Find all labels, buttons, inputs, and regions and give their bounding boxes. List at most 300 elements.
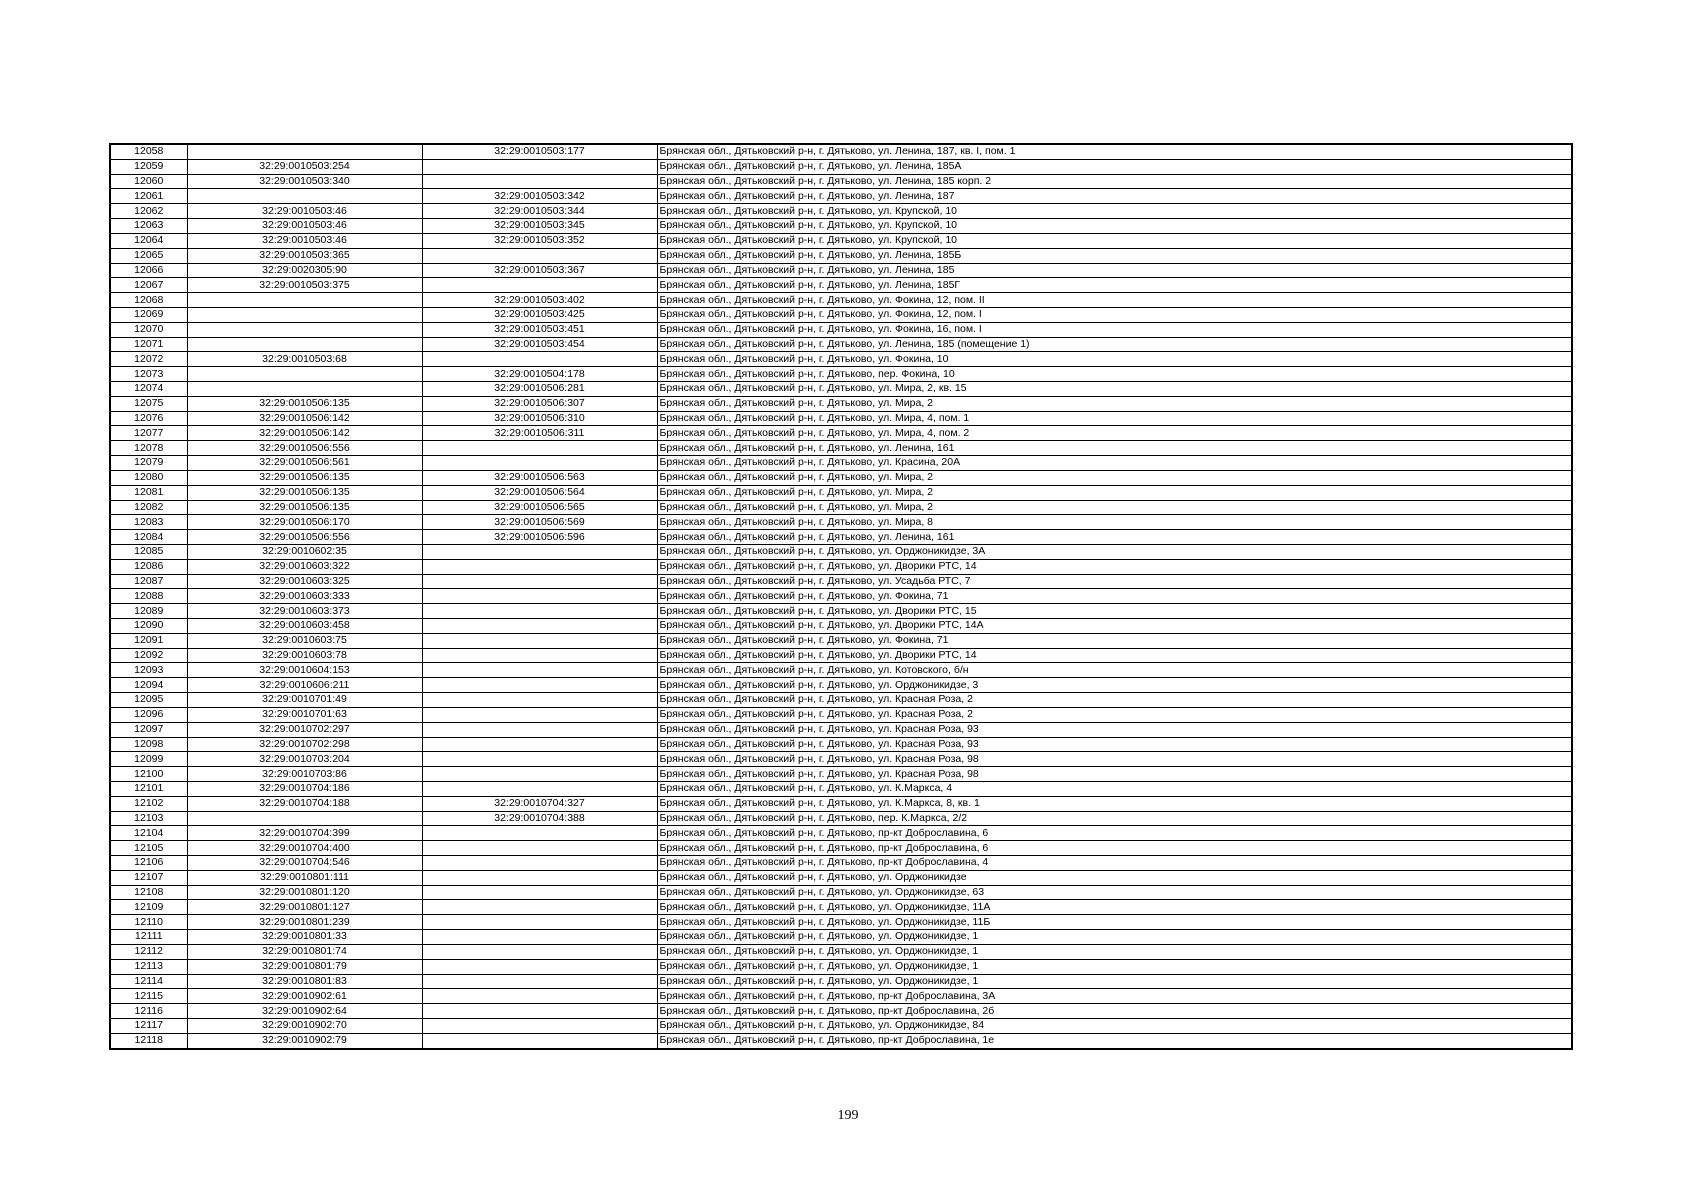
- object-cadastral-number-cell: [422, 1033, 657, 1048]
- cadastral-number-cell: 32:29:0010704:546: [187, 856, 422, 871]
- cadastral-number-cell: 32:29:0010602:35: [187, 544, 422, 559]
- cadastral-number-cell: 32:29:0010902:61: [187, 989, 422, 1004]
- row-number-cell: 12113: [110, 959, 187, 974]
- table-row: [110, 826, 1572, 841]
- address-cell: Брянская обл., Дятьковский р-н, г. Дятьково, ул. Орджоникидзе: [657, 870, 1572, 885]
- object-cadastral-number-cell: [422, 604, 657, 619]
- table-row: [110, 678, 1572, 693]
- cadastral-number-cell: 32:29:0010603:78: [187, 648, 422, 663]
- cadastral-number-cell: 32:29:0010704:399: [187, 826, 422, 841]
- cadastral-number-cell: 32:29:0010704:186: [187, 781, 422, 796]
- address-cell: Брянская обл., Дятьковский р-н, г. Дятьково, ул. Крупской, 10: [657, 233, 1572, 248]
- cadastral-number-cell: 32:29:0010603:333: [187, 589, 422, 604]
- row-number-cell: 12116: [110, 1004, 187, 1019]
- object-cadastral-number-cell: 32:29:0010506:596: [422, 530, 657, 545]
- object-cadastral-number-cell: [422, 856, 657, 871]
- address-cell: Брянская обл., Дятьковский р-н, г. Дятьково, ул. Красная Роза, 98: [657, 752, 1572, 767]
- cadastral-number-cell: 32:29:0010603:325: [187, 574, 422, 589]
- table-row: [110, 1004, 1572, 1019]
- object-cadastral-number-cell: 32:29:0010506:281: [422, 382, 657, 397]
- table-row: [110, 159, 1572, 174]
- object-cadastral-number-cell: [422, 693, 657, 708]
- address-cell: Брянская обл., Дятьковский р-н, г. Дятьково, пр-кт Доброславина, 6: [657, 841, 1572, 856]
- table-row: [110, 1018, 1572, 1033]
- table-row: [110, 485, 1572, 500]
- object-cadastral-number-cell: 32:29:0010506:564: [422, 485, 657, 500]
- table-row: [110, 500, 1572, 515]
- table-row: [110, 604, 1572, 619]
- object-cadastral-number-cell: [422, 752, 657, 767]
- object-cadastral-number-cell: 32:29:0010503:402: [422, 293, 657, 308]
- table-row: [110, 278, 1572, 293]
- object-cadastral-number-cell: [422, 589, 657, 604]
- table-row: [110, 233, 1572, 248]
- address-cell: Брянская обл., Дятьковский р-н, г. Дятьково, ул. Орджоникидзе, 1: [657, 974, 1572, 989]
- table-row: [110, 811, 1572, 826]
- row-number-cell: 12061: [110, 189, 187, 204]
- row-number-cell: 12088: [110, 589, 187, 604]
- registry-table-body: [110, 144, 1572, 1049]
- cadastral-number-cell: 32:29:0010702:298: [187, 737, 422, 752]
- address-cell: Брянская обл., Дятьковский р-н, г. Дятьково, ул. Фокина, 16, пом. I: [657, 322, 1572, 337]
- cadastral-number-cell: 32:29:0010506:556: [187, 530, 422, 545]
- cadastral-number-cell: 32:29:0010704:400: [187, 841, 422, 856]
- table-row: [110, 426, 1572, 441]
- row-number-cell: 12114: [110, 974, 187, 989]
- address-cell: Брянская обл., Дятьковский р-н, г. Дятьково, пр-кт Доброславина, 6: [657, 826, 1572, 841]
- cadastral-number-cell: 32:29:0010503:375: [187, 278, 422, 293]
- table-row: [110, 322, 1572, 337]
- table-row: [110, 619, 1572, 634]
- object-cadastral-number-cell: [422, 159, 657, 174]
- table-row: [110, 767, 1572, 782]
- row-number-cell: 12087: [110, 574, 187, 589]
- cadastral-number-cell: 32:29:0010801:239: [187, 915, 422, 930]
- address-cell: Брянская обл., Дятьковский р-н, г. Дятьково, ул. Орджоникидзе, 3А: [657, 544, 1572, 559]
- table-row: [110, 219, 1572, 234]
- address-cell: Брянская обл., Дятьковский р-н, г. Дятьково, ул. Орджоникидзе, 63: [657, 885, 1572, 900]
- cadastral-number-cell: 32:29:0010506:142: [187, 426, 422, 441]
- object-cadastral-number-cell: [422, 559, 657, 574]
- object-cadastral-number-cell: [422, 826, 657, 841]
- object-cadastral-number-cell: 32:29:0010704:327: [422, 796, 657, 811]
- object-cadastral-number-cell: 32:29:0010503:345: [422, 219, 657, 234]
- table-row: [110, 189, 1572, 204]
- address-cell: Брянская обл., Дятьковский р-н, г. Дятьково, ул. Орджоникидзе, 11А: [657, 900, 1572, 915]
- cadastral-number-cell: 32:29:0010503:365: [187, 248, 422, 263]
- address-cell: Брянская обл., Дятьковский р-н, г. Дятьково, ул. Красина, 20А: [657, 456, 1572, 471]
- table-row: [110, 337, 1572, 352]
- object-cadastral-number-cell: 32:29:0010503:451: [422, 322, 657, 337]
- table-row: [110, 574, 1572, 589]
- cadastral-number-cell: 32:29:0010506:135: [187, 500, 422, 515]
- object-cadastral-number-cell: 32:29:0010506:569: [422, 515, 657, 530]
- table-row: [110, 930, 1572, 945]
- object-cadastral-number-cell: [422, 930, 657, 945]
- row-number-cell: 12077: [110, 426, 187, 441]
- row-number-cell: 12065: [110, 248, 187, 263]
- table-row: [110, 307, 1572, 322]
- object-cadastral-number-cell: 32:29:0010503:177: [422, 144, 657, 159]
- cadastral-number-cell: 32:29:0010503:68: [187, 352, 422, 367]
- row-number-cell: 12092: [110, 648, 187, 663]
- cadastral-number-cell: 32:29:0010703:204: [187, 752, 422, 767]
- address-cell: Брянская обл., Дятьковский р-н, г. Дятьково, ул. Фокина, 12, пом. I: [657, 307, 1572, 322]
- object-cadastral-number-cell: [422, 885, 657, 900]
- address-cell: Брянская обл., Дятьковский р-н, г. Дятьково, ул. К.Маркса, 4: [657, 781, 1572, 796]
- address-cell: Брянская обл., Дятьковский р-н, г. Дятьково, ул. Ленина, 161: [657, 441, 1572, 456]
- row-number-cell: 12101: [110, 781, 187, 796]
- cadastral-number-cell: 32:29:0010701:49: [187, 693, 422, 708]
- table-row: [110, 544, 1572, 559]
- cadastral-number-cell: 32:29:0010801:111: [187, 870, 422, 885]
- address-cell: Брянская обл., Дятьковский р-н, г. Дятьково, пр-кт Доброславина, 2б: [657, 1004, 1572, 1019]
- object-cadastral-number-cell: [422, 1018, 657, 1033]
- address-cell: Брянская обл., Дятьковский р-н, г. Дятьково, пер. Фокина, 10: [657, 367, 1572, 382]
- object-cadastral-number-cell: [422, 767, 657, 782]
- row-number-cell: 12096: [110, 707, 187, 722]
- row-number-cell: 12068: [110, 293, 187, 308]
- row-number-cell: 12075: [110, 396, 187, 411]
- table-row: [110, 944, 1572, 959]
- cadastral-number-cell: 32:29:0010603:373: [187, 604, 422, 619]
- table-row: [110, 174, 1572, 189]
- row-number-cell: 12093: [110, 663, 187, 678]
- object-cadastral-number-cell: [422, 248, 657, 263]
- address-cell: Брянская обл., Дятьковский р-н, г. Дятьково, ул. Красная Роза, 93: [657, 722, 1572, 737]
- object-cadastral-number-cell: [422, 900, 657, 915]
- address-cell: Брянская обл., Дятьковский р-н, г. Дятьково, ул. Ленина, 185Г: [657, 278, 1572, 293]
- address-cell: Брянская обл., Дятьковский р-н, г. Дятьково, ул. Красная Роза, 2: [657, 707, 1572, 722]
- object-cadastral-number-cell: [422, 707, 657, 722]
- object-cadastral-number-cell: 32:29:0010704:388: [422, 811, 657, 826]
- address-cell: Брянская обл., Дятьковский р-н, г. Дятьково, ул. Ленина, 161: [657, 530, 1572, 545]
- cadastral-number-cell: 32:29:0010603:458: [187, 619, 422, 634]
- row-number-cell: 12062: [110, 204, 187, 219]
- object-cadastral-number-cell: [422, 737, 657, 752]
- address-cell: Брянская обл., Дятьковский р-н, г. Дятьково, ул. Мира, 2: [657, 396, 1572, 411]
- address-cell: Брянская обл., Дятьковский р-н, г. Дятьково, ул. Мира, 4, пом. 2: [657, 426, 1572, 441]
- object-cadastral-number-cell: [422, 663, 657, 678]
- row-number-cell: 12080: [110, 470, 187, 485]
- table-row: [110, 752, 1572, 767]
- address-cell: Брянская обл., Дятьковский р-н, г. Дятьково, ул. Фокина, 12, пом. II: [657, 293, 1572, 308]
- cadastral-number-cell: 32:29:0010503:340: [187, 174, 422, 189]
- row-number-cell: 12084: [110, 530, 187, 545]
- object-cadastral-number-cell: [422, 678, 657, 693]
- table-row: [110, 974, 1572, 989]
- table-row: [110, 707, 1572, 722]
- cadastral-number-cell: 32:29:0010704:188: [187, 796, 422, 811]
- table-row: [110, 781, 1572, 796]
- address-cell: Брянская обл., Дятьковский р-н, г. Дятьково, ул. Фокина, 71: [657, 589, 1572, 604]
- address-cell: Брянская обл., Дятьковский р-н, г. Дятьково, ул. К.Маркса, 8, кв. 1: [657, 796, 1572, 811]
- cadastral-number-cell: [187, 307, 422, 322]
- page-number: 199: [837, 1108, 859, 1123]
- object-cadastral-number-cell: [422, 974, 657, 989]
- object-cadastral-number-cell: [422, 959, 657, 974]
- object-cadastral-number-cell: 32:29:0010503:367: [422, 263, 657, 278]
- row-number-cell: 12071: [110, 337, 187, 352]
- table-row: [110, 989, 1572, 1004]
- row-number-cell: 12100: [110, 767, 187, 782]
- object-cadastral-number-cell: 32:29:0010506:565: [422, 500, 657, 515]
- address-cell: Брянская обл., Дятьковский р-н, г. Дятьково, ул. Орджоникидзе, 1: [657, 944, 1572, 959]
- table-row: [110, 841, 1572, 856]
- cadastral-number-cell: 32:29:0010801:120: [187, 885, 422, 900]
- address-cell: Брянская обл., Дятьковский р-н, г. Дятьково, ул. Орджоникидзе, 11Б: [657, 915, 1572, 930]
- cadastral-number-cell: 32:29:0010503:46: [187, 219, 422, 234]
- row-number-cell: 12067: [110, 278, 187, 293]
- cadastral-number-cell: [187, 382, 422, 397]
- address-cell: Брянская обл., Дятьковский р-н, г. Дятьково, ул. Фокина, 71: [657, 633, 1572, 648]
- address-cell: Брянская обл., Дятьковский р-н, г. Дятьково, ул. Дворики РТС, 15: [657, 604, 1572, 619]
- table-row: [110, 737, 1572, 752]
- address-cell: Брянская обл., Дятьковский р-н, г. Дятьково, ул. Крупской, 10: [657, 219, 1572, 234]
- row-number-cell: 12111: [110, 930, 187, 945]
- cadastral-number-cell: 32:29:0010701:63: [187, 707, 422, 722]
- row-number-cell: 12103: [110, 811, 187, 826]
- cadastral-number-cell: 32:29:0010902:79: [187, 1033, 422, 1048]
- cadastral-number-cell: 32:29:0010506:135: [187, 485, 422, 500]
- row-number-cell: 12089: [110, 604, 187, 619]
- table-row: [110, 722, 1572, 737]
- object-cadastral-number-cell: 32:29:0010504:178: [422, 367, 657, 382]
- object-cadastral-number-cell: [422, 648, 657, 663]
- object-cadastral-number-cell: [422, 841, 657, 856]
- table-row: [110, 441, 1572, 456]
- row-number-cell: 12060: [110, 174, 187, 189]
- cadastral-number-cell: 32:29:0010702:297: [187, 722, 422, 737]
- cadastral-number-cell: 32:29:0010703:86: [187, 767, 422, 782]
- table-row: [110, 470, 1572, 485]
- cadastral-number-cell: 32:29:0010506:170: [187, 515, 422, 530]
- cadastral-number-cell: 32:29:0010506:556: [187, 441, 422, 456]
- cadastral-number-cell: 32:29:0010503:46: [187, 233, 422, 248]
- object-cadastral-number-cell: [422, 1004, 657, 1019]
- object-cadastral-number-cell: [422, 633, 657, 648]
- table-row: [110, 589, 1572, 604]
- table-row: [110, 796, 1572, 811]
- table-row: [110, 693, 1572, 708]
- object-cadastral-number-cell: [422, 278, 657, 293]
- object-cadastral-number-cell: [422, 870, 657, 885]
- cadastral-number-cell: 32:29:0010503:46: [187, 204, 422, 219]
- table-row: [110, 959, 1572, 974]
- cadastral-number-cell: 32:29:0020305:90: [187, 263, 422, 278]
- address-cell: Брянская обл., Дятьковский р-н, г. Дятьково, ул. Красная Роза, 98: [657, 767, 1572, 782]
- table-row: [110, 367, 1572, 382]
- row-number-cell: 12079: [110, 456, 187, 471]
- row-number-cell: 12108: [110, 885, 187, 900]
- object-cadastral-number-cell: [422, 944, 657, 959]
- cadastral-number-cell: 32:29:0010603:322: [187, 559, 422, 574]
- address-cell: Брянская обл., Дятьковский р-н, г. Дятьково, ул. Мира, 4, пом. 1: [657, 411, 1572, 426]
- cadastral-number-cell: [187, 322, 422, 337]
- row-number-cell: 12117: [110, 1018, 187, 1033]
- address-cell: Брянская обл., Дятьковский р-н, г. Дятьково, ул. Ленина, 185 корп. 2: [657, 174, 1572, 189]
- address-cell: Брянская обл., Дятьковский р-н, г. Дятьково, пр-кт Доброславина, 3А: [657, 989, 1572, 1004]
- row-number-cell: 12091: [110, 633, 187, 648]
- table-row: [110, 915, 1572, 930]
- address-cell: Брянская обл., Дятьковский р-н, г. Дятьково, ул. Орджоникидзе, 84: [657, 1018, 1572, 1033]
- cadastral-number-cell: 32:29:0010801:33: [187, 930, 422, 945]
- address-cell: Брянская обл., Дятьковский р-н, г. Дятьково, пр-кт Доброславина, 1е: [657, 1033, 1572, 1048]
- table-row: [110, 663, 1572, 678]
- address-cell: Брянская обл., Дятьковский р-н, г. Дятьково, ул. Усадьба РТС, 7: [657, 574, 1572, 589]
- row-number-cell: 12078: [110, 441, 187, 456]
- row-number-cell: 12102: [110, 796, 187, 811]
- row-number-cell: 12115: [110, 989, 187, 1004]
- address-cell: Брянская обл., Дятьковский р-н, г. Дятьково, ул. Орджоникидзе, 1: [657, 959, 1572, 974]
- address-cell: Брянская обл., Дятьковский р-н, г. Дятьково, ул. Ленина, 185Б: [657, 248, 1572, 263]
- cadastral-number-cell: 32:29:0010604:153: [187, 663, 422, 678]
- object-cadastral-number-cell: 32:29:0010503:425: [422, 307, 657, 322]
- object-cadastral-number-cell: [422, 544, 657, 559]
- table-row: [110, 396, 1572, 411]
- row-number-cell: 12064: [110, 233, 187, 248]
- row-number-cell: 12073: [110, 367, 187, 382]
- row-number-cell: 12085: [110, 544, 187, 559]
- object-cadastral-number-cell: 32:29:0010506:310: [422, 411, 657, 426]
- table-row: [110, 900, 1572, 915]
- object-cadastral-number-cell: 32:29:0010503:454: [422, 337, 657, 352]
- table-row: [110, 352, 1572, 367]
- row-number-cell: 12095: [110, 693, 187, 708]
- cadastral-number-cell: [187, 189, 422, 204]
- address-cell: Брянская обл., Дятьковский р-н, г. Дятьково, ул. Орджоникидзе, 3: [657, 678, 1572, 693]
- object-cadastral-number-cell: [422, 352, 657, 367]
- object-cadastral-number-cell: [422, 989, 657, 1004]
- object-cadastral-number-cell: [422, 456, 657, 471]
- table-row: [110, 648, 1572, 663]
- address-cell: Брянская обл., Дятьковский р-н, г. Дятьково, ул. Ленина, 185А: [657, 159, 1572, 174]
- row-number-cell: 12059: [110, 159, 187, 174]
- table-row: [110, 456, 1572, 471]
- object-cadastral-number-cell: [422, 574, 657, 589]
- address-cell: Брянская обл., Дятьковский р-н, г. Дятьково, ул. Ленина, 185 (помещение 1): [657, 337, 1572, 352]
- table-row: [110, 856, 1572, 871]
- object-cadastral-number-cell: 32:29:0010503:344: [422, 204, 657, 219]
- row-number-cell: 12083: [110, 515, 187, 530]
- row-number-cell: 12058: [110, 144, 187, 159]
- object-cadastral-number-cell: [422, 441, 657, 456]
- cadastral-number-cell: 32:29:0010603:75: [187, 633, 422, 648]
- row-number-cell: 12076: [110, 411, 187, 426]
- address-cell: Брянская обл., Дятьковский р-н, г. Дятьково, ул. Ленина, 187: [657, 189, 1572, 204]
- row-number-cell: 12063: [110, 219, 187, 234]
- cadastral-number-cell: 32:29:0010902:64: [187, 1004, 422, 1019]
- address-cell: Брянская обл., Дятьковский р-н, г. Дятьково, ул. Мира, 2, кв. 15: [657, 382, 1572, 397]
- object-cadastral-number-cell: 32:29:0010506:311: [422, 426, 657, 441]
- address-cell: Брянская обл., Дятьковский р-н, г. Дятьково, ул. Орджоникидзе, 1: [657, 930, 1572, 945]
- address-cell: Брянская обл., Дятьковский р-н, г. Дятьково, ул. Мира, 8: [657, 515, 1572, 530]
- row-number-cell: 12112: [110, 944, 187, 959]
- object-cadastral-number-cell: [422, 619, 657, 634]
- cadastral-number-cell: 32:29:0010506:135: [187, 396, 422, 411]
- row-number-cell: 12107: [110, 870, 187, 885]
- cadastral-number-cell: 32:29:0010801:74: [187, 944, 422, 959]
- address-cell: Брянская обл., Дятьковский р-н, г. Дятьково, ул. Красная Роза, 2: [657, 693, 1572, 708]
- row-number-cell: 12086: [110, 559, 187, 574]
- table-row: [110, 248, 1572, 263]
- row-number-cell: 12069: [110, 307, 187, 322]
- cadastral-number-cell: [187, 367, 422, 382]
- row-number-cell: 12118: [110, 1033, 187, 1048]
- table-row: [110, 293, 1572, 308]
- table-row: [110, 144, 1572, 159]
- object-cadastral-number-cell: 32:29:0010506:307: [422, 396, 657, 411]
- registry-table: [109, 143, 1573, 1050]
- cadastral-number-cell: 32:29:0010506:135: [187, 470, 422, 485]
- address-cell: Брянская обл., Дятьковский р-н, г. Дятьково, ул. Ленина, 185: [657, 263, 1572, 278]
- object-cadastral-number-cell: [422, 722, 657, 737]
- cadastral-number-cell: [187, 293, 422, 308]
- object-cadastral-number-cell: [422, 781, 657, 796]
- row-number-cell: 12110: [110, 915, 187, 930]
- row-number-cell: 12094: [110, 678, 187, 693]
- cadastral-number-cell: [187, 337, 422, 352]
- row-number-cell: 12070: [110, 322, 187, 337]
- object-cadastral-number-cell: [422, 915, 657, 930]
- address-cell: Брянская обл., Дятьковский р-н, г. Дятьково, ул. Мира, 2: [657, 485, 1572, 500]
- row-number-cell: 12066: [110, 263, 187, 278]
- row-number-cell: 12098: [110, 737, 187, 752]
- table-row: [110, 885, 1572, 900]
- address-cell: Брянская обл., Дятьковский р-н, г. Дятьково, ул. Котовского, б/н: [657, 663, 1572, 678]
- address-cell: Брянская обл., Дятьковский р-н, г. Дятьково, ул. Фокина, 10: [657, 352, 1572, 367]
- table-row: [110, 515, 1572, 530]
- row-number-cell: 12104: [110, 826, 187, 841]
- table-row: [110, 1033, 1572, 1048]
- row-number-cell: 12109: [110, 900, 187, 915]
- cadastral-number-cell: 32:29:0010506:561: [187, 456, 422, 471]
- row-number-cell: 12074: [110, 382, 187, 397]
- address-cell: Брянская обл., Дятьковский р-н, г. Дятьково, ул. Дворики РТС, 14: [657, 648, 1572, 663]
- row-number-cell: 12099: [110, 752, 187, 767]
- object-cadastral-number-cell: 32:29:0010503:352: [422, 233, 657, 248]
- cadastral-number-cell: [187, 144, 422, 159]
- table-row: [110, 382, 1572, 397]
- cadastral-number-cell: 32:29:0010503:254: [187, 159, 422, 174]
- cadastral-number-cell: 32:29:0010801:79: [187, 959, 422, 974]
- cadastral-number-cell: 32:29:0010606:211: [187, 678, 422, 693]
- row-number-cell: 12105: [110, 841, 187, 856]
- address-cell: Брянская обл., Дятьковский р-н, г. Дятьково, ул. Мира, 2: [657, 500, 1572, 515]
- table-row: [110, 530, 1572, 545]
- row-number-cell: 12081: [110, 485, 187, 500]
- cadastral-number-cell: 32:29:0010801:83: [187, 974, 422, 989]
- table-row: [110, 204, 1572, 219]
- cadastral-number-cell: 32:29:0010902:70: [187, 1018, 422, 1033]
- object-cadastral-number-cell: 32:29:0010503:342: [422, 189, 657, 204]
- address-cell: Брянская обл., Дятьковский р-н, г. Дятьково, ул. Красная Роза, 93: [657, 737, 1572, 752]
- address-cell: Брянская обл., Дятьковский р-н, г. Дятьково, пер. К.Маркса, 2/2: [657, 811, 1572, 826]
- cadastral-number-cell: 32:29:0010801:127: [187, 900, 422, 915]
- table-row: [110, 263, 1572, 278]
- object-cadastral-number-cell: [422, 174, 657, 189]
- table-row: [110, 870, 1572, 885]
- table-row: [110, 633, 1572, 648]
- row-number-cell: 12097: [110, 722, 187, 737]
- row-number-cell: 12072: [110, 352, 187, 367]
- address-cell: Брянская обл., Дятьковский р-н, г. Дятьково, ул. Ленина, 187, кв. I, пом. 1: [657, 144, 1572, 159]
- row-number-cell: 12082: [110, 500, 187, 515]
- address-cell: Брянская обл., Дятьковский р-н, г. Дятьково, пр-кт Доброславина, 4: [657, 856, 1572, 871]
- address-cell: Брянская обл., Дятьковский р-н, г. Дятьково, ул. Дворики РТС, 14: [657, 559, 1572, 574]
- cadastral-number-cell: 32:29:0010506:142: [187, 411, 422, 426]
- address-cell: Брянская обл., Дятьковский р-н, г. Дятьково, ул. Мира, 2: [657, 470, 1572, 485]
